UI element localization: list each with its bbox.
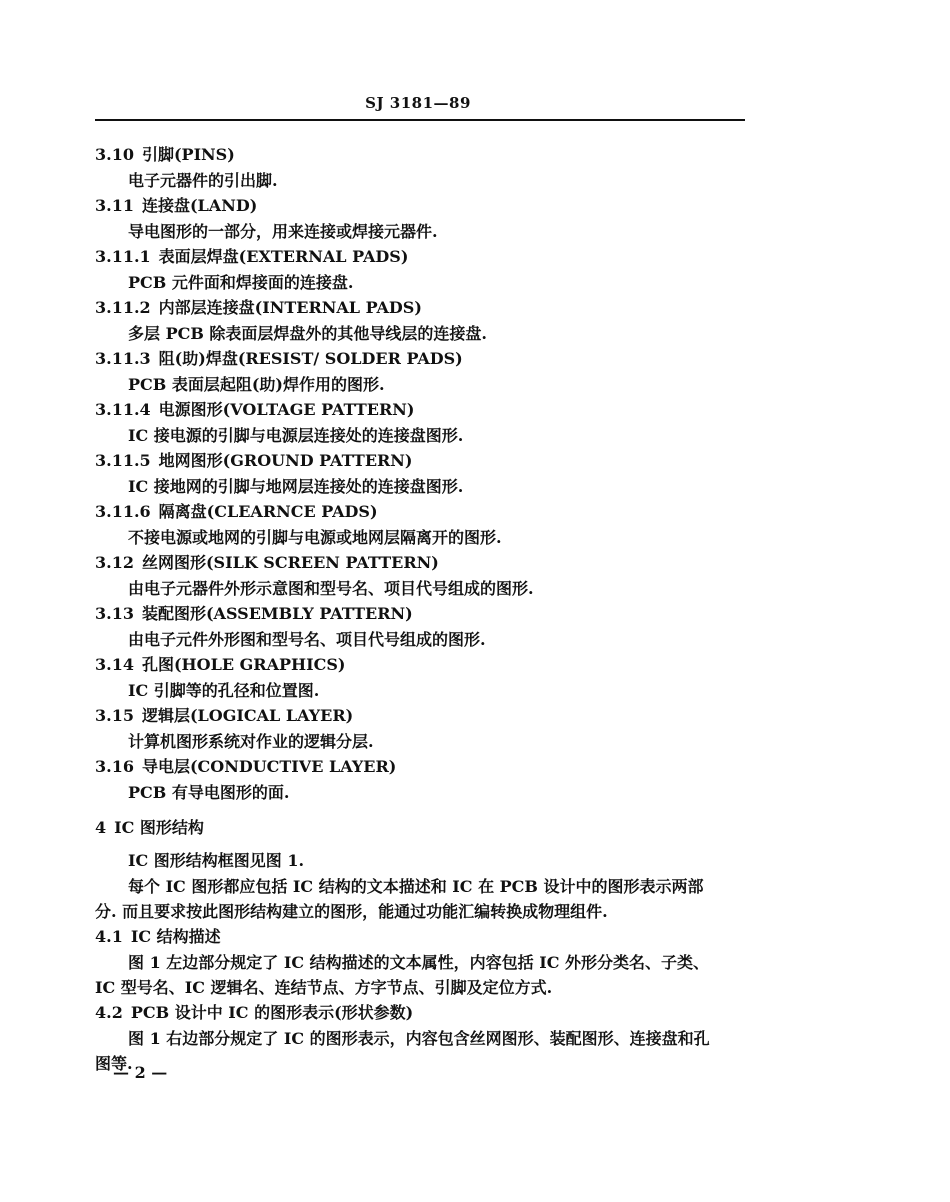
paragraph: 图 1 左边部分规定了 IC 结构描述的文本属性，内容包括 IC 外形分类名、子类、	[128, 953, 709, 972]
entry-heading: 3.16 导电层(CONDUCTIVE LAYER)	[95, 757, 397, 776]
entry-text: PCB 表面层起阻(助)焊作用的图形.	[128, 375, 385, 394]
entry-text: PCB 元件面和焊接面的连接盘.	[128, 273, 354, 292]
entry-heading: 3.12 丝网图形(SILK SCREEN PATTERN)	[95, 553, 439, 572]
entry-text: 不接电源或地网的引脚与电源或地网层隔离开的图形.	[128, 528, 502, 547]
entry-heading: 3.11.3 阻(助)焊盘(RESIST/ SOLDER PADS)	[95, 349, 463, 368]
section-heading: 4 IC 图形结构	[95, 818, 204, 837]
entry-heading: 3.14 孔图(HOLE GRAPHICS)	[95, 655, 346, 674]
entry-heading: 3.11.5 地网图形(GROUND PATTERN)	[95, 451, 413, 470]
entry-text: 计算机图形系统对作业的逻辑分层.	[128, 732, 374, 751]
page-number: — 2 —	[113, 1063, 168, 1082]
entry-text: IC 引脚等的孔径和位置图.	[128, 681, 320, 700]
entry-heading: 3.13 装配图形(ASSEMBLY PATTERN)	[95, 604, 413, 623]
entry-heading: 3.11.1 表面层焊盘(EXTERNAL PADS)	[95, 247, 409, 266]
entry-text: 由电子元器件外形示意图和型号名、项目代号组成的图形.	[128, 579, 534, 598]
paragraph: 每个 IC 图形都应包括 IC 结构的文本描述和 IC 在 PCB 设计中的图形表示两部	[128, 877, 704, 896]
entry-text: 电子元器件的引出脚.	[128, 171, 278, 190]
section-heading: 4.1 IC 结构描述	[95, 927, 221, 946]
entry-text: PCB 有导电图形的面.	[128, 783, 290, 802]
entry-text: 多层 PCB 除表面层焊盘外的其他导线层的连接盘.	[128, 324, 488, 343]
entry-heading: 3.10 引脚(PINS)	[95, 145, 235, 164]
standard-code-header: SJ 3181—89	[365, 94, 471, 112]
paragraph: 分. 而且要求按此图形结构建立的图形，能通过功能汇编转换成物理组件.	[95, 902, 608, 921]
paragraph: 图 1 右边部分规定了 IC 的图形表示，内容包含丝网图形、装配图形、连接盘和孔	[128, 1029, 710, 1048]
paragraph: IC 型号名、IC 逻辑名、连结节点、方字节点、引脚及定位方式.	[95, 978, 553, 997]
entry-heading: 3.11 连接盘(LAND)	[95, 196, 258, 215]
entry-text: 导电图形的一部分，用来连接或焊接元器件.	[128, 222, 438, 241]
section-heading: 4.2 PCB 设计中 IC 的图形表示(形状参数)	[95, 1003, 414, 1022]
entry-heading: 3.11.2 内部层连接盘(INTERNAL PADS)	[95, 298, 422, 317]
entry-heading: 3.11.4 电源图形(VOLTAGE PATTERN)	[95, 400, 415, 419]
entry-heading: 3.15 逻辑层(LOGICAL LAYER)	[95, 706, 354, 725]
entry-text: IC 接电源的引脚与电源层连接处的连接盘图形.	[128, 426, 464, 445]
entry-text: IC 接地网的引脚与地网层连接处的连接盘图形.	[128, 477, 464, 496]
paragraph: 图等.	[95, 1054, 133, 1073]
entry-text: 由电子元件外形图和型号名、项目代号组成的图形.	[128, 630, 486, 649]
paragraph: IC 图形结构框图见图 1.	[128, 851, 305, 870]
header-rule	[95, 119, 745, 121]
entry-heading: 3.11.6 隔离盘(CLEARNCE PADS)	[95, 502, 378, 521]
